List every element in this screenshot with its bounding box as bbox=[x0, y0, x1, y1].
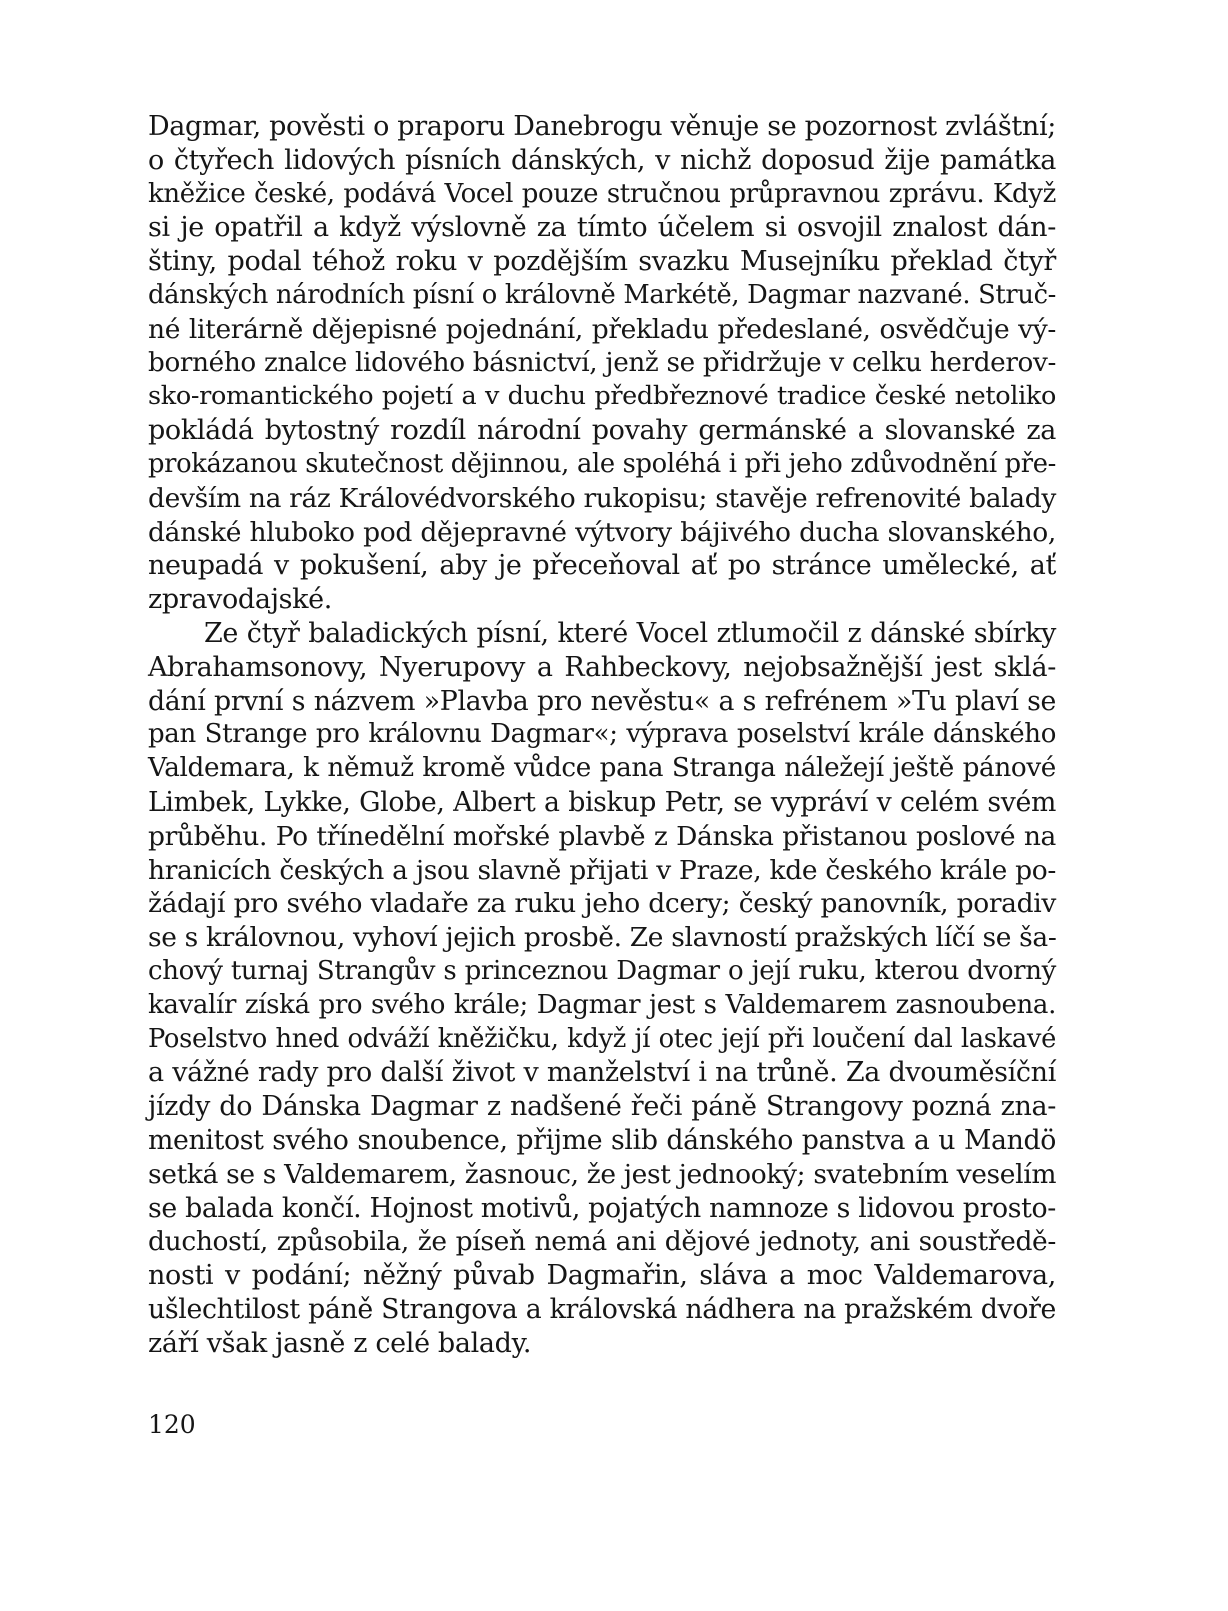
text-line: Ze čtyř baladických písní, které Vocel ztlumočil z dánské sbírky bbox=[204, 617, 1056, 649]
paragraph bbox=[148, 110, 1056, 617]
text-line: žádají pro svého vladaře za ruku jeho dcery; český panovník, poradiv bbox=[148, 888, 1056, 920]
text-line: pokládá bytostný rozdíl národní povahy germánské a slovanské za bbox=[148, 415, 1056, 447]
text-line: prokázanou skutečnost dějinnou, ale spoléhá i při jeho zdůvodnění pře- bbox=[148, 448, 1056, 479]
text-line: nosti v podání; něžný půvab Dagmařin, sláva a moc Valdemarova, bbox=[148, 1260, 1056, 1292]
text-line: září však jasně z celé balady. bbox=[148, 1327, 532, 1359]
text-line: Dagmar, pověsti o praporu Danebrogu věnuje se pozornost zvláštní; bbox=[148, 111, 1056, 142]
text-line: průběhu. Po třínedělní mořské plavbě z Dánska přistanou poslové na bbox=[148, 820, 1056, 852]
text-line: se balada končí. Hojnost motivů, pojatých namnoze s lidovou prosto- bbox=[148, 1192, 1056, 1224]
text-line: kavalír získá pro svého krále; Dagmar jest s Valdemarem zasnoubena. bbox=[148, 989, 1056, 1020]
text-line: duchostí, způsobila, že píseň nemá ani dějové jednoty, ani soustředě- bbox=[148, 1226, 1056, 1258]
text-line: se s královnou, vyhoví jejich prosbě. Ze slavností pražských líčí se ša- bbox=[148, 922, 1057, 954]
text-line: dánské hluboko pod dějepravné výtvory bájivého ducha slovanského, bbox=[148, 516, 1056, 548]
text-line: jízdy do Dánska Dagmar z nadšené řeči páně Strangovy pozná zna- bbox=[148, 1091, 1056, 1123]
text-line: Valdemara, k němuž kromě vůdce pana Stranga náležejí ještě pánové bbox=[148, 753, 1056, 784]
text-line: Abrahamsonovy, Nyerupovy a Rahbeckovy, nejobsažnější jest sklá- bbox=[148, 651, 1056, 683]
text-line: chový turnaj Strangův s princeznou Dagmar o její ruku, kterou dvorný bbox=[148, 955, 1056, 986]
text-line: né literárně dějepisné pojednání, překladu předeslané, osvědčuje vý- bbox=[148, 313, 1056, 345]
text-line: pan Strange pro královnu Dagmar«; výprava poselství krále dánského bbox=[148, 719, 1056, 750]
text-line: dání první s názvem »Plavba pro nevěstu« a s refrénem »Tu plaví se bbox=[148, 685, 1056, 717]
text-line: hranicích českých a jsou slavně přijati v Praze, kde českého krále po- bbox=[148, 854, 1056, 886]
text-line: devším na ráz Královédvorského rukopisu; stavěje refrenovité balady bbox=[148, 482, 1056, 514]
text-line: zpravodajské. bbox=[148, 584, 333, 616]
text-line: a vážné rady pro další život v manželství i na trůně. Za dvouměsíční bbox=[148, 1057, 1056, 1089]
text-line: dánských národních písní o královně Markétě, Dagmar nazvané. Struč- bbox=[148, 279, 1056, 310]
text-line: sko-romantického pojetí a v duchu předbřeznové tradice české netoliko bbox=[148, 381, 1056, 412]
text-line: Poselstvo hned odváží kněžičku, když jí otec její při loučení dal laskavé bbox=[148, 1023, 1056, 1054]
text-line: borného znalce lidového básnictví, jenž se přidržuje v celku herderov- bbox=[148, 347, 1056, 378]
page-body bbox=[148, 110, 1056, 1360]
text-line: neupadá v pokušení, aby je přeceňoval ať po stránce umělecké, ať bbox=[148, 550, 1056, 582]
text-line: Limbek, Lykke, Globe, Albert a biskup Petr, se vypráví v celém svém bbox=[148, 786, 1056, 818]
text-line: setká se s Valdemarem, žasnouc, že jest jednooký; svatebním veselím bbox=[148, 1158, 1057, 1190]
text-line: ušlechtilost páně Strangova a královská nádhera na pražském dvoře bbox=[148, 1293, 1056, 1325]
page-number: 120 bbox=[148, 1410, 196, 1439]
text-line: štiny, podal téhož roku v pozdějším svazku Musejníku překlad čtyř bbox=[148, 246, 1056, 278]
paragraph bbox=[148, 617, 1056, 1361]
text-line: si je opatřil a když výslovně za tímto účelem si osvojil znalost dán- bbox=[148, 212, 1056, 244]
text-line: menitost svého snoubence, přijme slib dánského panstva a u Mandö bbox=[148, 1124, 1056, 1156]
text-line: o čtyřech lidových písních dánských, v nichž doposud žije památka bbox=[148, 144, 1056, 176]
text-line: kněžice české, podává Vocel pouze stručnou průpravnou zprávu. Když bbox=[148, 178, 1056, 209]
